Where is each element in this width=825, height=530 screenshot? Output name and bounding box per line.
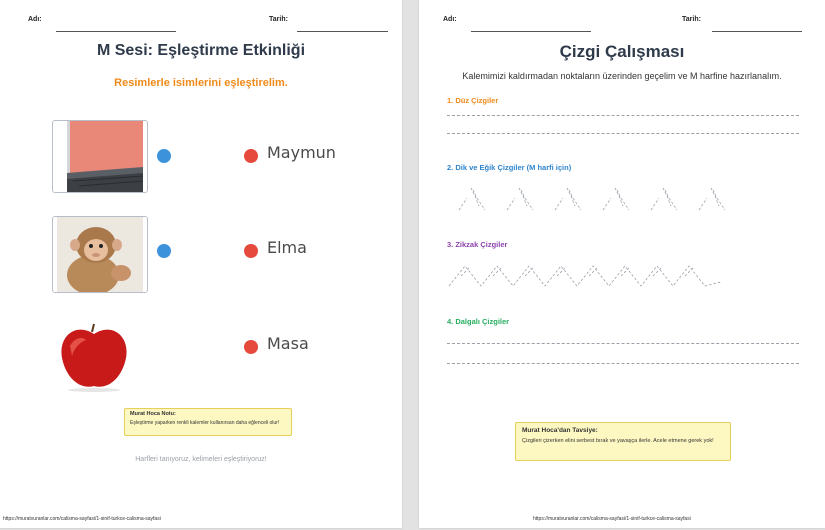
- zigzag-trace-pattern[interactable]: [447, 260, 727, 290]
- note-title: Murat Hoca'dan Tavsiye:: [522, 427, 598, 434]
- section-straight-lines: 1. Düz Çizgiler: [447, 96, 499, 105]
- date-label: Tarih:: [269, 16, 288, 23]
- name-line: [471, 31, 591, 32]
- word-elma: Elma: [267, 238, 307, 257]
- match-dot-right-1[interactable]: [244, 149, 258, 163]
- worksheet-page-matching: [0, 0, 402, 528]
- trace-line[interactable]: [447, 343, 799, 344]
- word-masa: Masa: [267, 334, 309, 353]
- trace-line[interactable]: [447, 115, 799, 116]
- trace-line[interactable]: [447, 133, 799, 134]
- monkey-picture: [52, 216, 148, 293]
- page-title: Çizgi Çalışması: [559, 42, 685, 61]
- section-zigzag-lines: 3. Zikzak Çizgiler: [447, 240, 508, 249]
- match-dot-right-2[interactable]: [244, 244, 258, 258]
- match-dot-right-3[interactable]: [244, 340, 258, 354]
- monkey-image: [53, 217, 147, 292]
- section-wavy-lines: 4. Dalgalı Çizgiler: [447, 317, 510, 326]
- page-title: M Sesi: Eşleştirme Etkinliği: [96, 42, 306, 59]
- footer-url[interactable]: https://muratvuranlar.com/calisma-sayfasi/1-sinif-turkce-calisma-sayfasi: [533, 516, 691, 522]
- name-line: [56, 31, 176, 32]
- worksheet-page-lines: [419, 0, 825, 528]
- word-maymun: Maymun: [267, 143, 336, 162]
- table-image: [53, 121, 147, 192]
- footer-url[interactable]: https://muratvuranlar.com/calisma-sayfasi/1-sinif-turkce-calisma-sayfasi: [3, 516, 161, 522]
- teacher-note: [124, 408, 292, 436]
- date-line: [712, 31, 802, 32]
- note-title: Murat Hoca Notu:: [130, 411, 176, 417]
- date-line: [297, 31, 388, 32]
- footer-slogan: Harfleri tanıyoruz, kelimeleri eşleştiriyoruz!: [135, 456, 267, 463]
- table-picture: [52, 120, 148, 193]
- apple-image: [56, 320, 136, 392]
- match-dot-left-2[interactable]: [157, 244, 171, 258]
- m-trace-pattern[interactable]: [455, 184, 755, 214]
- intro-text: Kalemimizi kaldırmadan noktaların üzerinden geçelim ve M harfine hazırlanalım.: [462, 71, 782, 81]
- trace-line[interactable]: [447, 363, 799, 364]
- name-label: Adı:: [28, 16, 42, 23]
- instruction-text: Resimlerle isimlerini eşleştirelim.: [114, 77, 288, 89]
- date-label: Tarih:: [682, 16, 701, 23]
- apple-picture: [56, 320, 136, 392]
- note-text: Çizgileri çizerken elini serbest bırak ve yavaşça ilerle. Acele etmene gerek yok!: [522, 438, 714, 444]
- section-vertical-slanted-lines: 2. Dik ve Eğik Çizgiler (M harfi için): [447, 163, 572, 172]
- match-dot-left-1[interactable]: [157, 149, 171, 163]
- teacher-advice: [515, 422, 731, 461]
- name-label: Adı:: [443, 16, 457, 23]
- note-text: Eşleştirme yaparken renkli kalemler kullanırsan daha eğlenceli olur!: [130, 420, 280, 426]
